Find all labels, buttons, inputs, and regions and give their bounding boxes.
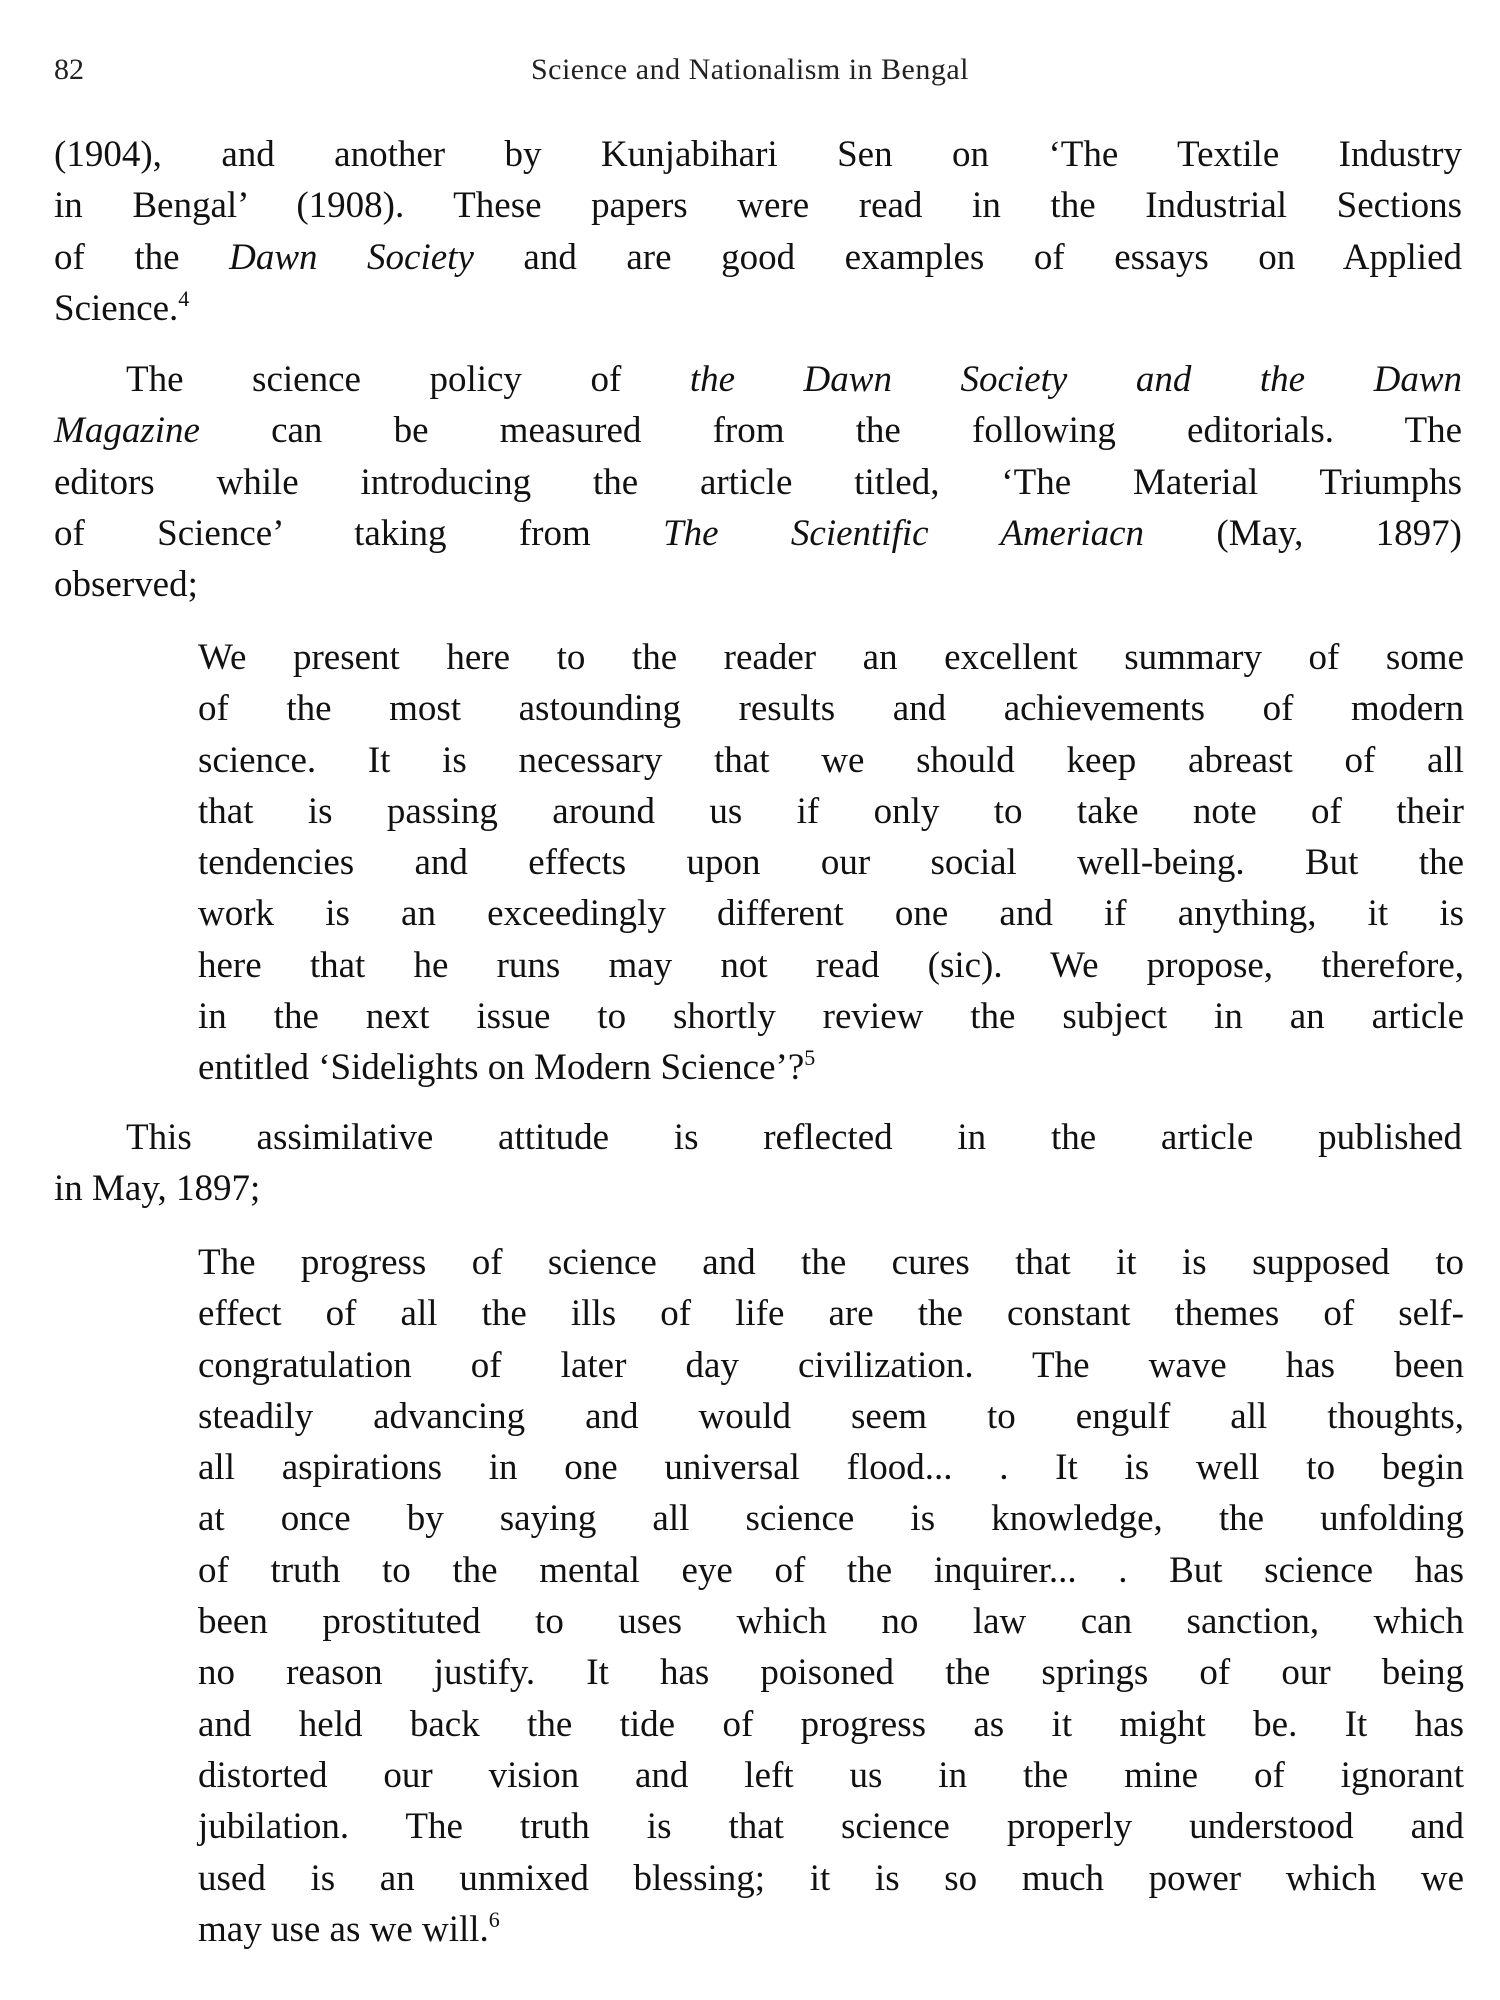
text-segment: science. It is necessary that we should keep abreast of all <box>198 739 1464 781</box>
text-line <box>198 1237 1464 1288</box>
text-line <box>198 1596 1464 1647</box>
text-segment: and held back the tide of progress as it might be. It has <box>198 1703 1464 1745</box>
text-line <box>198 1750 1464 1801</box>
text-line <box>198 1442 1464 1493</box>
text-segment: that is passing around us if only to take note of their <box>198 790 1464 832</box>
text-segment: editors while introducing the article titled, ‘The Material Triumphs <box>54 461 1462 503</box>
text-segment: steadily advancing and would seem to engulf all thoughts, <box>198 1395 1464 1437</box>
text-line <box>54 232 1462 283</box>
text-segment: (May, 1897) <box>1144 512 1462 554</box>
text-segment: jubilation. The truth is that science properly understood and <box>198 1806 1464 1848</box>
text-segment: of the <box>54 236 230 278</box>
paragraph-1 <box>54 129 1462 334</box>
text-segment: entitled ‘Sidelights on Modern Science’? <box>198 1047 805 1089</box>
text-segment: distorted our vision and left us in the mine of ignorant <box>198 1754 1464 1796</box>
block-quote-1 <box>198 632 1464 1094</box>
text-line <box>54 1163 1462 1214</box>
text-segment: The science policy of <box>126 359 690 400</box>
text-line <box>198 632 1464 683</box>
text-segment: and are good examples of essays on Applied <box>473 236 1462 278</box>
paragraph-3 <box>54 1112 1462 1215</box>
text-line <box>54 405 1462 456</box>
text-line <box>198 786 1464 837</box>
text-line <box>198 1340 1464 1391</box>
text-line <box>198 1647 1464 1698</box>
text-segment: in Bengal’ (1908). These papers were read in the Industrial Sections <box>54 185 1462 227</box>
text-segment: used is an unmixed blessing; it is so much power which we <box>198 1857 1464 1899</box>
text-line <box>54 180 1462 231</box>
italic-text: The Scientific Ameriacn <box>663 512 1145 554</box>
text-segment: of truth to the mental eye of the inquirer... . But science has <box>198 1549 1464 1591</box>
text-segment: all aspirations in one universal flood... . It is well to begin <box>198 1447 1464 1489</box>
text-segment: congratulation of later day civilization. The wave has been <box>198 1344 1464 1386</box>
text-segment: tendencies and effects upon our social well-being. But the <box>198 842 1464 884</box>
text-line <box>198 1042 1464 1093</box>
text-segment: of the most astounding results and achievements of modern <box>198 688 1464 730</box>
text-segment: Science. <box>54 287 179 329</box>
text-segment: The progress of science and the cures that it is supposed to <box>198 1242 1464 1283</box>
text-line <box>198 940 1464 991</box>
text-line <box>198 735 1464 786</box>
text-segment: This assimilative attitude is reflected in the article published <box>126 1117 1462 1158</box>
text-line <box>198 1493 1464 1544</box>
text-segment: here that he runs may not read (sic). We propose, therefore, <box>198 944 1464 986</box>
text-line <box>54 457 1462 508</box>
text-segment: no reason justify. It has poisoned the springs of our being <box>198 1652 1464 1694</box>
block-quote-2 <box>198 1237 1464 1955</box>
text-segment: may use as we will. <box>198 1908 489 1950</box>
text-segment: in the next issue to shortly review the subject in an article <box>198 996 1464 1038</box>
text-segment: in May, 1897; <box>54 1168 261 1210</box>
text-segment: of Science’ taking from <box>54 512 664 554</box>
italic-text: the Dawn Society and the Dawn <box>689 359 1463 400</box>
italic-text: Dawn Society <box>229 236 474 278</box>
text-line <box>54 559 1462 610</box>
text-line <box>198 1545 1464 1596</box>
text-segment: at once by saying all science is knowledge, the unfolding <box>198 1498 1464 1540</box>
paragraph-2 <box>54 354 1462 610</box>
running-head: Science and Nationalism in Bengal <box>530 53 970 86</box>
footnote-marker: 6 <box>488 1906 500 1932</box>
text-line <box>54 283 1462 334</box>
footnote-marker: 4 <box>178 285 190 311</box>
text-line <box>198 991 1464 1042</box>
text-line <box>54 508 1462 559</box>
text-segment: effect of all the ills of life are the constant themes of self- <box>198 1293 1464 1335</box>
text-line <box>54 354 1462 405</box>
text-segment: We present here to the reader an excellent summary of some <box>198 637 1464 678</box>
text-line <box>198 1288 1464 1339</box>
text-line <box>198 1391 1464 1442</box>
text-line <box>198 1853 1464 1904</box>
text-line <box>198 1904 1464 1955</box>
text-segment: observed; <box>54 564 198 606</box>
text-line <box>54 129 1462 180</box>
text-line <box>198 888 1464 939</box>
italic-text: Magazine <box>54 410 200 452</box>
text-segment: work is an exceedingly different one and if anything, it is <box>198 893 1464 935</box>
text-line <box>198 1699 1464 1750</box>
text-line <box>198 683 1464 734</box>
page-number: 82 <box>54 53 84 86</box>
text-segment: (1904), and another by Kunjabihari Sen on ‘The Textile Industry <box>54 134 1462 175</box>
footnote-marker: 5 <box>804 1045 816 1071</box>
text-segment: been prostituted to uses which no law can sanction, which <box>198 1601 1464 1643</box>
text-line <box>198 837 1464 888</box>
text-line <box>198 1801 1464 1852</box>
text-line <box>54 1112 1462 1163</box>
text-segment: can be measured from the following editorials. The <box>199 410 1462 452</box>
